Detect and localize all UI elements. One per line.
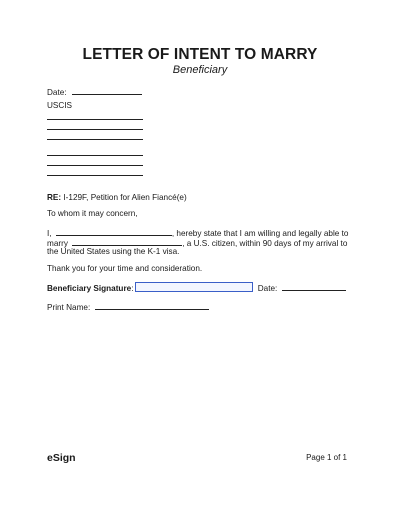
body-i-label: I, bbox=[47, 229, 52, 238]
document-subtitle: Beneficiary bbox=[172, 64, 228, 76]
address-line-6[interactable] bbox=[47, 175, 143, 176]
re-label: RE: bbox=[47, 193, 62, 202]
address-line-4[interactable] bbox=[47, 155, 143, 156]
re-line bbox=[47, 193, 187, 203]
esign-logo: eSign bbox=[47, 452, 76, 464]
re-text: I-129F, Petition for Alien Fiancé(e) bbox=[63, 193, 187, 202]
print-name-label: Print Name: bbox=[47, 303, 91, 312]
address-line-2[interactable] bbox=[47, 129, 143, 130]
signature-colon: : bbox=[131, 284, 134, 293]
body-part-2: , a U.S. citizen, within 90 days of my arrival to bbox=[182, 239, 348, 248]
recipient-agency: USCIS bbox=[47, 101, 73, 110]
salutation: To whom it may concern, bbox=[47, 209, 138, 218]
signature-date-label: Date: bbox=[257, 284, 278, 293]
page-number: Page 1 of 1 bbox=[306, 453, 347, 462]
address-line-1[interactable] bbox=[47, 119, 143, 120]
body-line-3: the United States using the K-1 visa. bbox=[47, 247, 180, 256]
date-blank[interactable] bbox=[72, 86, 142, 95]
beneficiary-name-blank[interactable] bbox=[56, 227, 172, 236]
closing: Thank you for your time and consideration. bbox=[47, 264, 203, 273]
body-marry-label: marry bbox=[47, 239, 68, 248]
print-name-row bbox=[47, 301, 209, 313]
date-row bbox=[47, 86, 142, 98]
address-line-3[interactable] bbox=[47, 139, 143, 140]
body-part-1: , hereby state that I am willing and legally able to bbox=[171, 229, 349, 238]
print-name-blank[interactable] bbox=[95, 301, 209, 310]
address-line-5[interactable] bbox=[47, 165, 143, 166]
signature-label: Beneficiary Signature bbox=[47, 284, 132, 293]
signature-row bbox=[47, 282, 346, 294]
document-title: LETTER OF INTENT TO MARRY bbox=[82, 46, 318, 63]
signature-field[interactable] bbox=[135, 282, 253, 292]
signature-date-blank[interactable] bbox=[282, 282, 346, 291]
date-label: Date: bbox=[47, 88, 67, 97]
petitioner-name-blank[interactable] bbox=[72, 237, 182, 246]
